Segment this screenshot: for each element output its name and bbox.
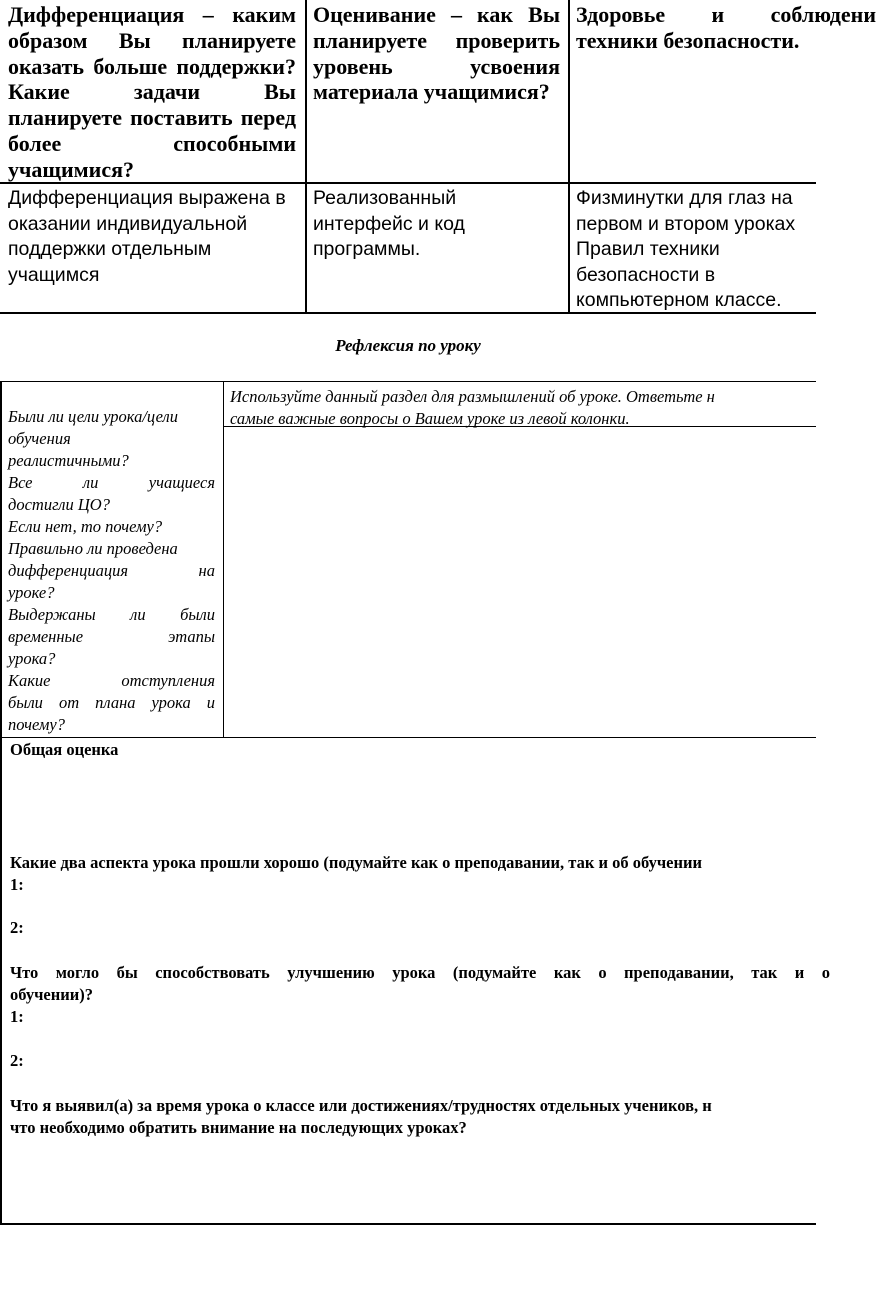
question-line: Правильно ли проведена: [8, 539, 178, 558]
reflection-hint: Используйте данный раздел для размышлений об уроке. Ответьте н самые важные вопросы о Вашем уроке из левой колонки.: [230, 387, 715, 428]
question-line: временные этапы: [8, 627, 215, 646]
question-line: уроке?: [8, 583, 55, 602]
summary-q2-item-1: 1:: [10, 1007, 24, 1026]
summary-heading: Общая оценка: [10, 740, 119, 759]
column-divider: [568, 0, 570, 312]
summary-q1-item-2: 2:: [10, 918, 24, 937]
question-line: Все ли учащиеся: [8, 473, 215, 492]
question-line: почему?: [8, 715, 65, 734]
summary-q1-item-1: 1:: [10, 875, 24, 894]
question-line: достигли ЦО?: [8, 495, 110, 514]
column-divider: [305, 0, 307, 312]
reflection-title: Рефлексия по уроку: [335, 336, 481, 355]
column-divider: [223, 382, 224, 737]
reflection-table: [0, 381, 830, 1225]
plan-table: [0, 0, 876, 314]
question-line: Выдержаны ли были: [8, 605, 215, 624]
question-line: реалистичными?: [8, 451, 129, 470]
reflection-questions: [8, 406, 215, 736]
cell-differentiation: Дифференциация выражена в оказании индивидуальной поддержки отдельным учащимся: [8, 187, 286, 286]
question-line: урока?: [8, 649, 56, 668]
question-line: были от плана урока и: [8, 693, 215, 712]
summary-question-1: Какие два аспекта урока прошли хорошо (подумайте как о преподавании, так и об обучении: [10, 853, 702, 872]
question-line: дифференциация на: [8, 561, 215, 580]
summary-question-2: Что могло бы способствовать улучшению урока (подумайте как о преподавании, так и о: [10, 963, 830, 982]
header-health-safety: Здоровье и соблюдени техники безопасности.: [576, 2, 876, 53]
header-differentiation: Дифференциация – каким образом Вы планируете оказать больше поддержки? Какие задачи Вы планируете поставить перед более способными учащимися?: [8, 2, 296, 182]
row-divider: [2, 737, 816, 738]
question-line: Если нет, то почему?: [8, 517, 163, 536]
cell-assessment: Реализованный интерфейс и код программы.: [313, 187, 465, 260]
summary-question-3: Что я выявил(а) за время урока о классе или достижениях/трудностях отдельных учеников, н: [10, 1096, 712, 1115]
cell-health-safety: Физминутки для глаз на первом и втором уроках Правил техники безопасности в компьютерном классе.: [576, 187, 796, 311]
question-line: Какие отступления: [8, 671, 215, 690]
summary-question-2-cont: обучении)?: [10, 985, 94, 1004]
header-assessment: Оценивание – как Вы планируете проверить уровень усвоения материала учащимися?: [313, 2, 560, 105]
summary-question-3-cont: что необходимо обратить внимание на последующих уроках?: [10, 1118, 467, 1137]
question-line: обучения: [8, 429, 71, 448]
question-line: Были ли цели урока/цели: [8, 407, 178, 426]
summary-q2-item-2: 2:: [10, 1051, 24, 1070]
